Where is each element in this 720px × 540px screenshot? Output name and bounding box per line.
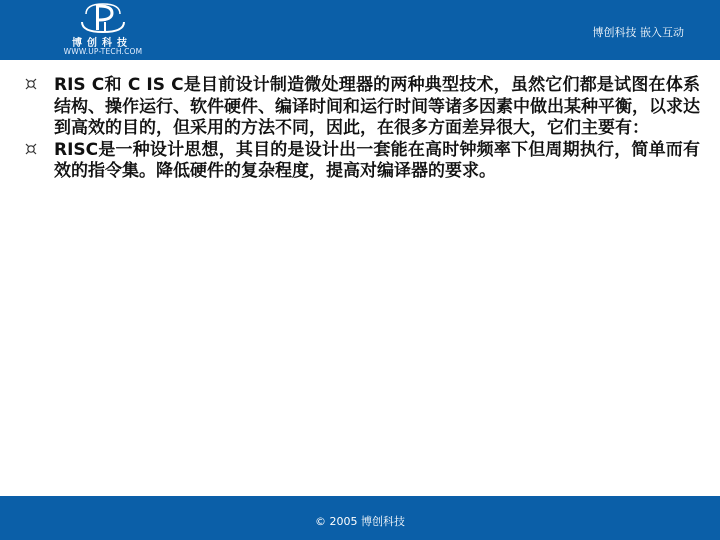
- header-tagline: 博创科技 嵌入互动: [592, 26, 684, 39]
- logo-website-url: WWW.UP-TECH.COM: [63, 47, 143, 56]
- bullet-item: [24, 75, 700, 140]
- bullet-text: RIS C和 C IS C是目前设计制造微处理器的两种典型技术，虽然它们都是试图在体系结构、操作运行、软件硬件、编译时间和运行时间等诸多因素中做出某种平衡，以求达到高效的目的，但采用的方法不同，因此，在很多方面差异很大，它们主要有：: [54, 75, 700, 138]
- copyright-notice: © 2005 博创科技: [315, 515, 405, 528]
- footer-bar: [0, 496, 720, 540]
- bullet-text: RISC是一种设计思想，其目的是设计出一套能在高时钟频率下但周期执行，简单而有效的指令集。降低硬件的复杂程度，提高对编译器的要求。: [54, 139, 700, 181]
- bullet-item: [24, 140, 700, 183]
- bullet-mark-icon: [24, 77, 38, 91]
- header-bar: [0, 0, 720, 60]
- bullet-mark-icon: [24, 142, 38, 156]
- logo-company-name: 博创科技: [72, 38, 132, 49]
- logo-emblem-icon: [58, 0, 148, 36]
- company-logo: [58, 0, 148, 60]
- slide-content: [24, 75, 700, 183]
